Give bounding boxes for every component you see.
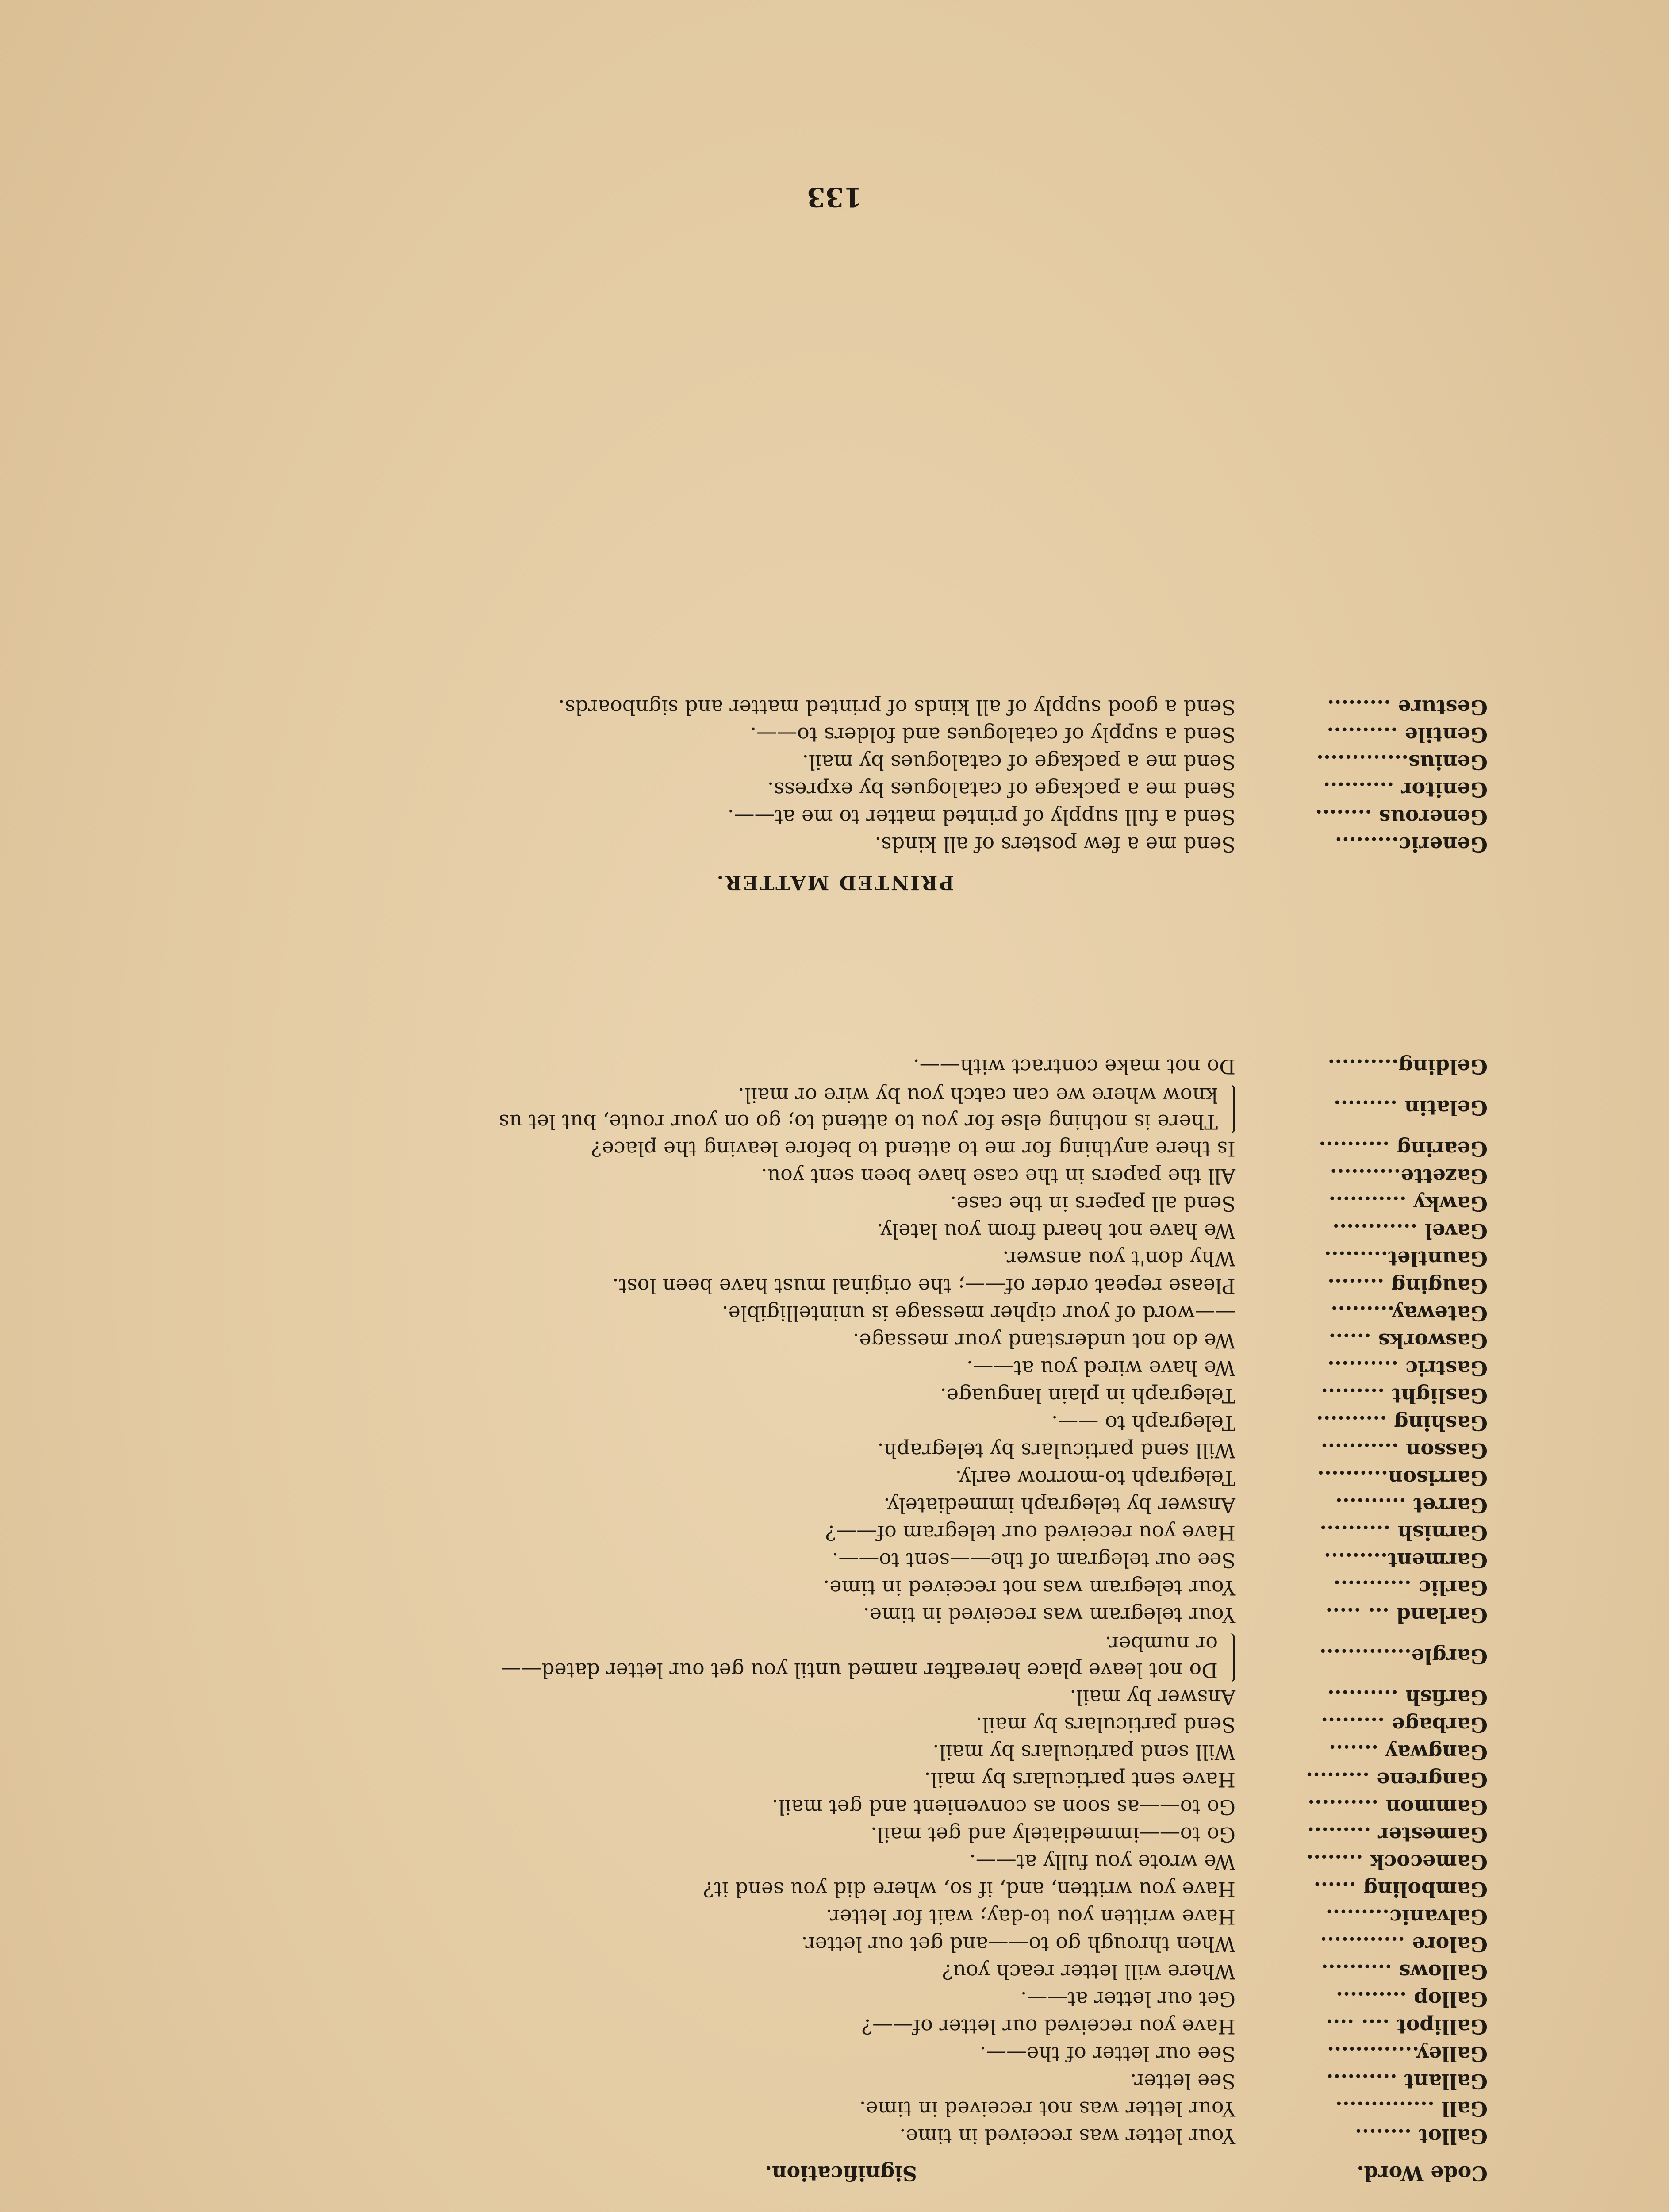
signification: Your telegram was not received in time. (823, 1576, 1235, 1600)
code-word: Gamester ......... (1307, 1823, 1488, 1847)
code-word: Gawky ........... (1328, 1192, 1488, 1216)
code-word: Gammon .......... (1308, 1795, 1488, 1819)
signification: There is nothing else for you to attend to; go on your route, but let us know where we can catch you by wire or mail. (499, 1083, 1218, 1134)
code-word: Gangway ....... (1329, 1740, 1488, 1764)
code-entry (116, 1382, 1488, 1409)
code-entry (116, 1547, 1488, 1574)
signification: Send me a package of catalogues by express. (767, 778, 1235, 802)
code-entry (116, 1958, 1488, 1985)
code-entry (116, 1437, 1488, 1464)
code-word: Gentile .......... (1327, 723, 1488, 747)
signification: Go to——as soon as convenient and get mail. (771, 1795, 1235, 1819)
code-word: Gauging ........ (1328, 1274, 1488, 1298)
code-word: Garnish .......... (1320, 1521, 1488, 1545)
code-word: Garrison.......... (1317, 1466, 1488, 1490)
code-entry (116, 1300, 1488, 1327)
signification: Do not make contract with——. (913, 1055, 1235, 1079)
signification: Have written you to-day; wait for letter. (825, 1905, 1235, 1929)
code-entry (116, 1355, 1488, 1382)
code-entry (116, 1629, 1488, 1684)
brace-icon (1224, 1085, 1235, 1133)
signification: We have not heard from you lately. (877, 1219, 1235, 1243)
code-entry (116, 1217, 1488, 1245)
signification-continued: know where we can catch you by wire or mail. (738, 1083, 1218, 1107)
signification: Go to——immediately and get mail. (870, 1823, 1235, 1847)
code-word: Galvanic......... (1325, 1905, 1488, 1929)
code-entry (116, 1190, 1488, 1217)
code-word: Generic......... (1335, 833, 1488, 856)
code-word: Generous ........ (1315, 805, 1488, 829)
signification: Telegraph to ——. (1051, 1411, 1235, 1435)
code-entry (116, 1409, 1488, 1437)
code-entry (116, 1492, 1488, 1519)
code-entry (116, 803, 1488, 831)
signification: ——word of your cipher message is unintelligible. (721, 1302, 1235, 1325)
code-entry (116, 1793, 1488, 1821)
signification: All the papers in the case have been sent you. (760, 1164, 1235, 1188)
code-entry (116, 2013, 1488, 2040)
code-word: Gamboling ...... (1313, 1878, 1488, 1901)
signification: We wrote you fully at——. (969, 1850, 1235, 1874)
signification: Send me a package of catalogues by mail. (802, 750, 1235, 774)
column-header-code-word: Code Word. (1357, 2162, 1488, 2185)
signification: Send me a few posters of all kinds. (875, 833, 1235, 856)
code-entry (116, 1903, 1488, 1931)
code-entry (116, 721, 1488, 749)
code-entry (116, 1272, 1488, 1300)
code-word: Garret .......... (1335, 1494, 1488, 1517)
signification: Get our letter at——. (1020, 1987, 1235, 2011)
code-word: Gazette.......... (1330, 1164, 1488, 1188)
code-entry (116, 2040, 1488, 2068)
signification: Telegraph in plain language. (940, 1384, 1235, 1408)
signification: Please repeat order of——; the original must have been lost. (612, 1274, 1235, 1298)
code-word: Gaslight ......... (1321, 1384, 1488, 1408)
code-word: Garfish .......... (1327, 1686, 1488, 1709)
code-word: Gauntlet......... (1324, 1247, 1488, 1271)
code-entry (116, 1766, 1488, 1793)
code-word: Gangrene ......... (1305, 1768, 1488, 1792)
signification: Send a supply of catalogues and folders to——. (750, 723, 1235, 747)
code-list-printed (116, 694, 1488, 858)
signification: Your letter was not received in time. (859, 2097, 1235, 2121)
signification: Have you received our telegram of——? (825, 1521, 1235, 1545)
signification: Why don't you answer. (1002, 1247, 1235, 1271)
code-entry (116, 1931, 1488, 1958)
code-word: Gallot ........ (1354, 2124, 1488, 2148)
code-word: Galore ............ (1320, 1932, 1488, 1956)
signification: Answer by telegraph immediately. (883, 1494, 1235, 1517)
code-entry (116, 1327, 1488, 1355)
code-word: Genius............. (1316, 750, 1488, 774)
signification-continued: or number. (1105, 1632, 1218, 1656)
signification: Is there anything for me to attend to before leaving the place? (591, 1137, 1235, 1161)
code-word: Gastric .......... (1327, 1356, 1488, 1380)
code-entry (116, 1245, 1488, 1272)
code-word: Gargle............. (1319, 1644, 1488, 1668)
code-entry (116, 831, 1488, 858)
code-word: Gall .............. (1335, 2097, 1488, 2121)
code-entry (116, 1574, 1488, 1601)
signification: See our telegram of the——sent to——. (832, 1548, 1235, 1572)
code-list-letters (116, 1053, 1488, 2150)
signification: Will send particulars by telegraph. (877, 1439, 1235, 1463)
code-entry (116, 1985, 1488, 2013)
code-word: Gateway......... (1331, 1302, 1488, 1325)
code-entry (116, 1163, 1488, 1190)
code-word: Garment......... (1324, 1548, 1488, 1572)
signification: Have you written, and, if so, where did you send it? (703, 1878, 1235, 1901)
code-word: Gallipot .... .... (1326, 2015, 1488, 2039)
column-header-signification: Signification. (765, 2162, 917, 2185)
code-word: Gelatin ......... (1333, 1096, 1488, 1120)
signification: We do not understand your message. (852, 1329, 1235, 1353)
code-word: Gashing .......... (1316, 1411, 1488, 1435)
code-word: Gesture ......... (1327, 695, 1488, 719)
signification: Send particulars by mail. (975, 1713, 1235, 1737)
signification: Do not leave place hereafter named until you get our letter dated—— or number. (501, 1632, 1218, 1682)
signification: We have wired you at——. (966, 1356, 1235, 1380)
code-entry (116, 749, 1488, 776)
code-word: Gavel ............ (1332, 1219, 1488, 1243)
code-word: Garbage ......... (1321, 1713, 1488, 1737)
code-word: Galley............. (1327, 2042, 1488, 2066)
section-heading-printed: PRINTED MATTER. (715, 871, 954, 894)
code-word: Garlic ........... (1333, 1576, 1488, 1600)
signification: Send all papers in the case. (950, 1192, 1235, 1216)
code-entry (116, 694, 1488, 721)
code-entry (116, 1711, 1488, 1739)
code-entry (116, 2123, 1488, 2150)
signification: Your letter was received in time. (899, 2124, 1235, 2148)
signification: See letter. (1130, 2070, 1235, 2093)
code-entry (116, 2068, 1488, 2095)
code-entry (116, 1080, 1488, 1135)
code-word: Gasson ........... (1320, 1439, 1488, 1463)
code-word: Genitor .......... (1323, 778, 1488, 802)
code-word: Gelding.......... (1328, 1055, 1488, 1079)
signification: Your telegram was received in time. (863, 1603, 1235, 1627)
code-entry (116, 1053, 1488, 1080)
code-entry (116, 2095, 1488, 2123)
code-word: Gallant .......... (1326, 2070, 1488, 2093)
code-entry (116, 1821, 1488, 1848)
signification: Telegraph to-morrow early. (955, 1466, 1235, 1490)
code-word: Gamecock ........ (1306, 1850, 1488, 1874)
code-word: Gearing .......... (1319, 1137, 1488, 1161)
signification: Have sent particulars by mail. (924, 1768, 1235, 1792)
code-entry (116, 1135, 1488, 1163)
code-word: Garland ... ..... (1325, 1603, 1488, 1627)
code-word: Gallows .......... (1321, 1960, 1488, 1984)
code-entry (116, 1739, 1488, 1766)
code-entry (116, 1848, 1488, 1876)
signification: When through go to——and get our letter. (801, 1932, 1235, 1956)
code-word: Gasworks ...... (1328, 1329, 1488, 1353)
code-word: Gallop .......... (1335, 1987, 1488, 2011)
signification: Answer by mail. (1070, 1686, 1235, 1709)
code-entry (116, 1601, 1488, 1629)
code-entry (116, 1464, 1488, 1492)
signification: Send a good supply of all kinds of printed matter and signboards. (558, 695, 1235, 719)
code-entry (116, 1684, 1488, 1711)
code-entry (116, 776, 1488, 803)
page-number: 133 (806, 181, 863, 212)
signification: Will send particulars by mail. (932, 1740, 1235, 1764)
code-entry (116, 1876, 1488, 1903)
signification: Have you received our letter of——? (861, 2015, 1235, 2039)
code-entry (116, 1519, 1488, 1547)
signification: Where will letter reach you? (942, 1960, 1235, 1984)
brace-icon (1224, 1633, 1235, 1682)
signification: Send a full supply of printed matter to me at——. (727, 805, 1235, 829)
signification: See our letter of the——. (979, 2042, 1235, 2066)
